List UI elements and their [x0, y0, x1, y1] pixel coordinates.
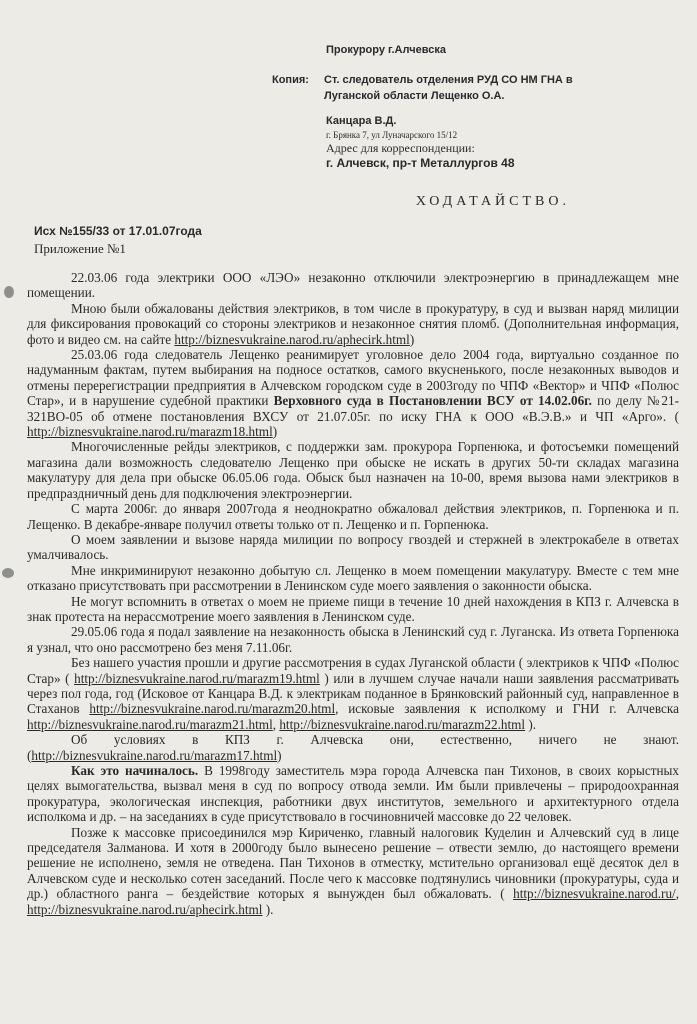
paragraph-3: 25.03.06 года следователь Лещенко реанимирует уголовное дело 2004 года, виртуально созданное по надуманным фактам, путем выбирания на подносе остатков, самого вкусненького, после незаконных выводов и отмены перерегистрации предприятия в Алчевском городском суде в 2003году по ЧПФ «Вектор» и ЧПФ «Полюс Стар», и в нарушение судебной практики Верховного суда в Постановлении ВСУ от 14.02.06г. по делу №21-321ВО-05 об отмене постановления ВХСУ от 21.07.05г. по иску ГНА к ООО «В.Э.В.» и ЧП «Арго». ( http://biznesvukraine.narod.ru/marazm18.html)	[27, 347, 679, 440]
site-link[interactable]: http://biznesvukraine.narod.ru/	[513, 886, 676, 902]
site-link[interactable]: http://biznesvukraine.narod.ru/marazm20.html	[89, 701, 336, 717]
paragraph-11: Об условиях в КПЗ г. Алчевска они, естественно, ничего не знают. (http://biznesvukraine.narod.ru/marazm17.html)	[27, 732, 679, 763]
correspondence-address: г. Алчевск, пр-т Металлургов 48	[326, 156, 515, 170]
site-link[interactable]: http://biznesvukraine.narod.ru/marazm21.html	[27, 716, 273, 732]
outgoing-reference: Исх №155/33 от 17.01.07года	[34, 224, 202, 238]
addressee-block	[326, 42, 686, 58]
attachment-note: Приложение №1	[34, 241, 126, 256]
copy-line-1: Ст. следователь отделения РУД СО НМ ГНА в	[324, 74, 573, 86]
copy-line-2: Луганской области Лещенко О.А.	[324, 90, 505, 102]
site-link[interactable]: http://biznesvukraine.narod.ru/aphecirk.html	[174, 331, 410, 347]
section-heading-bold: Как это начиналось.	[71, 763, 199, 778]
paragraph-5: С марта 2006г. до января 2007года я неоднократно обжаловал действия электриков, п. Горпенюка и п. Лещенко. В декабре-январе получил ответы только от п. Лещенко и п. Горпенюка.	[27, 501, 679, 532]
paragraph-2: Мною были обжалованы действия электриков, в том числе в прокуратуру, в суд и вызван наряд милиции для фиксирования провокаций со стороны электриков и незаконное снятия пломб. (Дополнительная информация, фото и видео см. на сайте http://biznesvukraine.narod.ru/aphecirk.html)	[27, 300, 679, 347]
site-link[interactable]: http://biznesvukraine.narod.ru/marazm17.html	[31, 747, 278, 763]
sender-address: г. Брянка 7, ул Луначарского 15/12	[326, 130, 458, 140]
paragraph-1: 22.03.06 года электрики ООО «ЛЭО» незаконно отключили электроэнергию в принадлежащем мне помещении.	[27, 270, 679, 301]
copy-block	[272, 72, 692, 104]
document-body	[27, 270, 679, 917]
copy-label: Копия:	[272, 74, 309, 86]
paragraph-12: Как это начиналось. В 1998году заместитель мэра города Алчевска пан Тихонов, в своих корыстных целях вымогательства, вызвал меня в суд по вопросу отвода земли. Им были привлечены – природоохранная прокуратура, экологическая инспекция, работники двух институтов, земельного и архитектурного отдела исполкома и др. – на заседаниях в суде присутствовало в госчиновничей массовке до 22 человек.	[27, 763, 679, 825]
ink-blot	[2, 568, 14, 578]
paragraph-4: Многочисленные рейды электриков, с поддержки зам. прокурора Горпенюка, и фотосъемки помещений магазина дали возможность следователю Лещенко при обыске не искать в других 50-ти складах магазина макулатуру для дела при обыске 06.05.06 года. Обыск был назначен на 10-00, время вызова нами электриков в предпраздничный день для подключения электроэнергии.	[27, 439, 679, 501]
ink-blot	[4, 286, 14, 298]
paragraph-13: Позже к массовке присоединился мэр Кириченко, главный налоговик Куделин и Алчевский суд в лице председателя Залманова. И хотя в 2000году было вынесено решение – отвести землю, до настоящего времени решение не исполнено, земля не отведена. Пан Тихонов в отместку, мстительно организовал ещё десяток дел в Алчевском суде и несколько сотен заседаний. После чего к массовке подтянулись чиновники (прокуратуры, суда и др.) областного ранга – бездействие которых я вынужден был обжаловать. ( http://biznesvukraine.narod.ru/, http://biznesvukraine.narod.ru/aphecirk.html ).	[27, 824, 679, 917]
paragraph-9: 29.05.06 года я подал заявление на незаконность обыска в Ленинский суд г. Луганска. Из ответа Горпенюка я узнал, что оно рассмотрено без меня 7.11.06г.	[27, 624, 679, 655]
site-link[interactable]: http://biznesvukraine.narod.ru/aphecirk.html	[27, 901, 263, 917]
paragraph-8: Не могут вспомнить в ответах о моем не приеме пищи в течение 10 дней нахождения в КПЗ г. Алчевска в знак протеста на нерассмотрение моего заявления в Ленинском суде.	[27, 593, 679, 624]
paragraph-7: Мне инкриминируют незаконно добытую сл. Лещенко в моем помещении макулатуру. Вместе с тем мне отказано присутствовать при рассмотрении в Ленинском суде моего заявления о законности обыска.	[27, 562, 679, 594]
site-link[interactable]: http://biznesvukraine.narod.ru/marazm22.html	[279, 716, 526, 732]
paragraph-10: Без нашего участия прошли и другие рассмотрения в судах Луганской области ( электриков к ЧПФ «Полюс Стар» ( http://biznesvukraine.narod.ru/marazm19.html ) или в лучшем случае начали наши заявления рассматривать через пол года, год (Исковое от Канцара В.Д. к электрикам поданное в Брянковский районный суд, направленное в Стаханов http://biznesvukraine.narod.ru/marazm20.html, исковые заявления к исполкому и ГНИ г. Алчевска http://biznesvukraine.narod.ru/marazm21.html, http://biznesvukraine.narod.ru/marazm22.html ).	[27, 655, 680, 732]
sender-block	[326, 113, 686, 171]
site-link[interactable]: http://biznesvukraine.narod.ru/marazm19.html	[74, 670, 320, 686]
sender-name: Канцара В.Д.	[326, 115, 397, 127]
court-ruling-bold: Верховного суда в Постановлении ВСУ от 14.02.06г.	[273, 393, 592, 409]
correspondence-label: Адрес для корреспонденции:	[326, 141, 475, 155]
paragraph-6: О моем заявлении и вызове наряда милиции по вопросу гвоздей и стержней в электрокабеле в ответах умалчивалось.	[27, 531, 679, 563]
document-title: ХОДАТАЙСТВО.	[415, 194, 570, 209]
site-link[interactable]: http://biznesvukraine.narod.ru/marazm18.html	[27, 424, 273, 440]
addressee: Прокурору г.Алчевска	[326, 44, 446, 56]
